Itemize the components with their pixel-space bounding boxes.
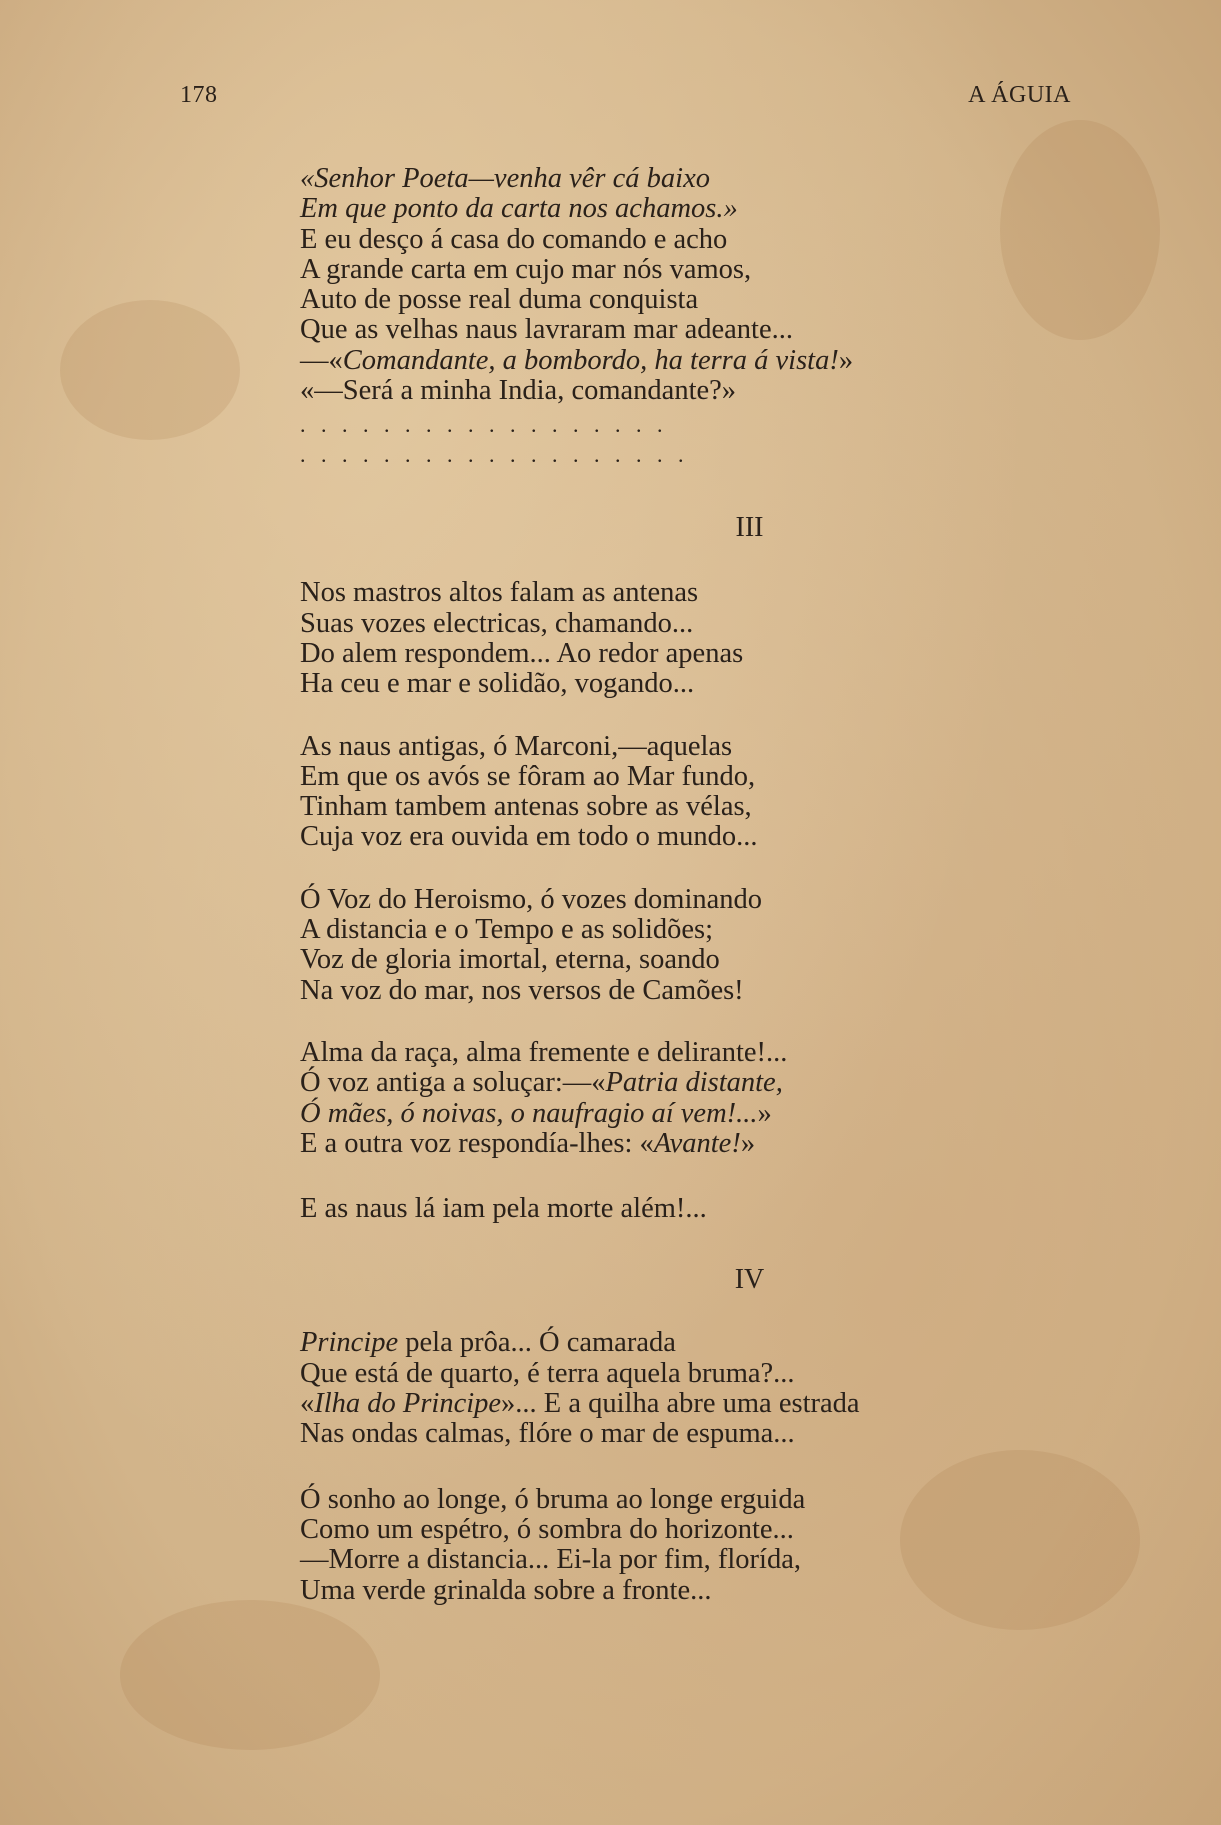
stanza xyxy=(300,1485,1000,1606)
verse-line: Alma da raça, alma fremente e delirante!... xyxy=(300,1036,788,1068)
verse-line: Ha ceu e mar e solidão, vogando... xyxy=(300,668,695,700)
verse-line: Ó Voz do Heroismo, ó vozes dominando xyxy=(300,883,763,915)
verse-line: E as naus lá iam pela morte além!... xyxy=(300,1193,707,1225)
stanza xyxy=(300,164,1000,406)
page-header xyxy=(180,82,1071,112)
running-title: A ÁGUIA xyxy=(968,82,1071,108)
verse-line: Ó sonho ao longe, ó bruma ao longe erguida xyxy=(300,1483,806,1515)
verse-line: «Ilha do Principe»... E a quilha abre uma estrada xyxy=(300,1388,860,1420)
verse-line: Em que ponto da carta nos achamos.» xyxy=(300,193,738,225)
ellipsis-row: .................. xyxy=(300,412,678,438)
stanza xyxy=(300,578,1000,699)
verse-line: Como um espétro, ó sombra do horizonte... xyxy=(300,1513,794,1545)
verse-line: Voz de gloria imortal, eterna, soando xyxy=(300,944,720,976)
verse-line: Na voz do mar, nos versos de Camões! xyxy=(300,974,744,1006)
stanza xyxy=(300,1328,1000,1449)
ellipsis-row: ................... xyxy=(300,442,699,468)
section-numeral: IV xyxy=(734,1264,765,1296)
verse-line: As naus antigas, ó Marconi,—aquelas xyxy=(300,730,733,762)
verse-line: —Morre a distancia... Ei-la por fim, florída, xyxy=(300,1544,801,1576)
stanza xyxy=(300,885,1000,1006)
verse-line: A grande carta em cujo mar nós vamos, xyxy=(300,253,752,285)
verse-line: E eu desço á casa do comando e acho xyxy=(300,223,728,255)
stanza xyxy=(300,1038,1000,1159)
verse-line: «—Será a minha India, comandante?» xyxy=(300,375,737,407)
verse-line: Tinham tambem antenas sobre as vélas, xyxy=(300,791,752,823)
verse-line: E a outra voz respondía-lhes: «Avante!» xyxy=(300,1127,756,1159)
poem-body xyxy=(300,164,1000,1606)
verse-line: Auto de posse real duma conquista xyxy=(300,284,699,316)
verse-line: Que está de quarto, é terra aquela bruma?... xyxy=(300,1357,795,1389)
paper-stain xyxy=(1000,120,1160,340)
paper-stain xyxy=(120,1600,380,1750)
verse-line: —«Comandante, a bombordo, ha terra á vista!» xyxy=(300,344,854,376)
verse-line: Que as velhas naus lavraram mar adeante... xyxy=(300,314,793,346)
verse-line: Nos mastros altos falam as antenas xyxy=(300,577,699,609)
verse-line: Ó mães, ó noivas, o naufragio aí vem!...» xyxy=(300,1097,772,1129)
verse-line: Principe pela prôa... Ó camarada xyxy=(300,1327,676,1359)
stanza xyxy=(300,732,1000,853)
page-number: 178 xyxy=(180,82,218,108)
verse-line: Suas vozes electricas, chamando... xyxy=(300,607,694,639)
verse-line: A distancia e o Tempo e as solidões; xyxy=(300,914,714,946)
verse-line: Ó voz antiga a soluçar:—«Patria distante, xyxy=(300,1067,783,1099)
paper-stain xyxy=(60,300,240,440)
verse-line: Nas ondas calmas, flóre o mar de espuma... xyxy=(300,1418,795,1450)
verse-line: Em que os avós se fôram ao Mar fundo, xyxy=(300,760,756,792)
verse-line: Cuja voz era ouvida em todo o mundo... xyxy=(300,821,758,853)
section-numeral: III xyxy=(735,512,764,544)
verse-line: Do alem respondem... Ao redor apenas xyxy=(300,637,744,669)
verse-line: «Senhor Poeta—venha vêr cá baixo xyxy=(300,163,710,194)
verse-line: Uma verde grinalda sobre a fronte... xyxy=(300,1574,712,1606)
